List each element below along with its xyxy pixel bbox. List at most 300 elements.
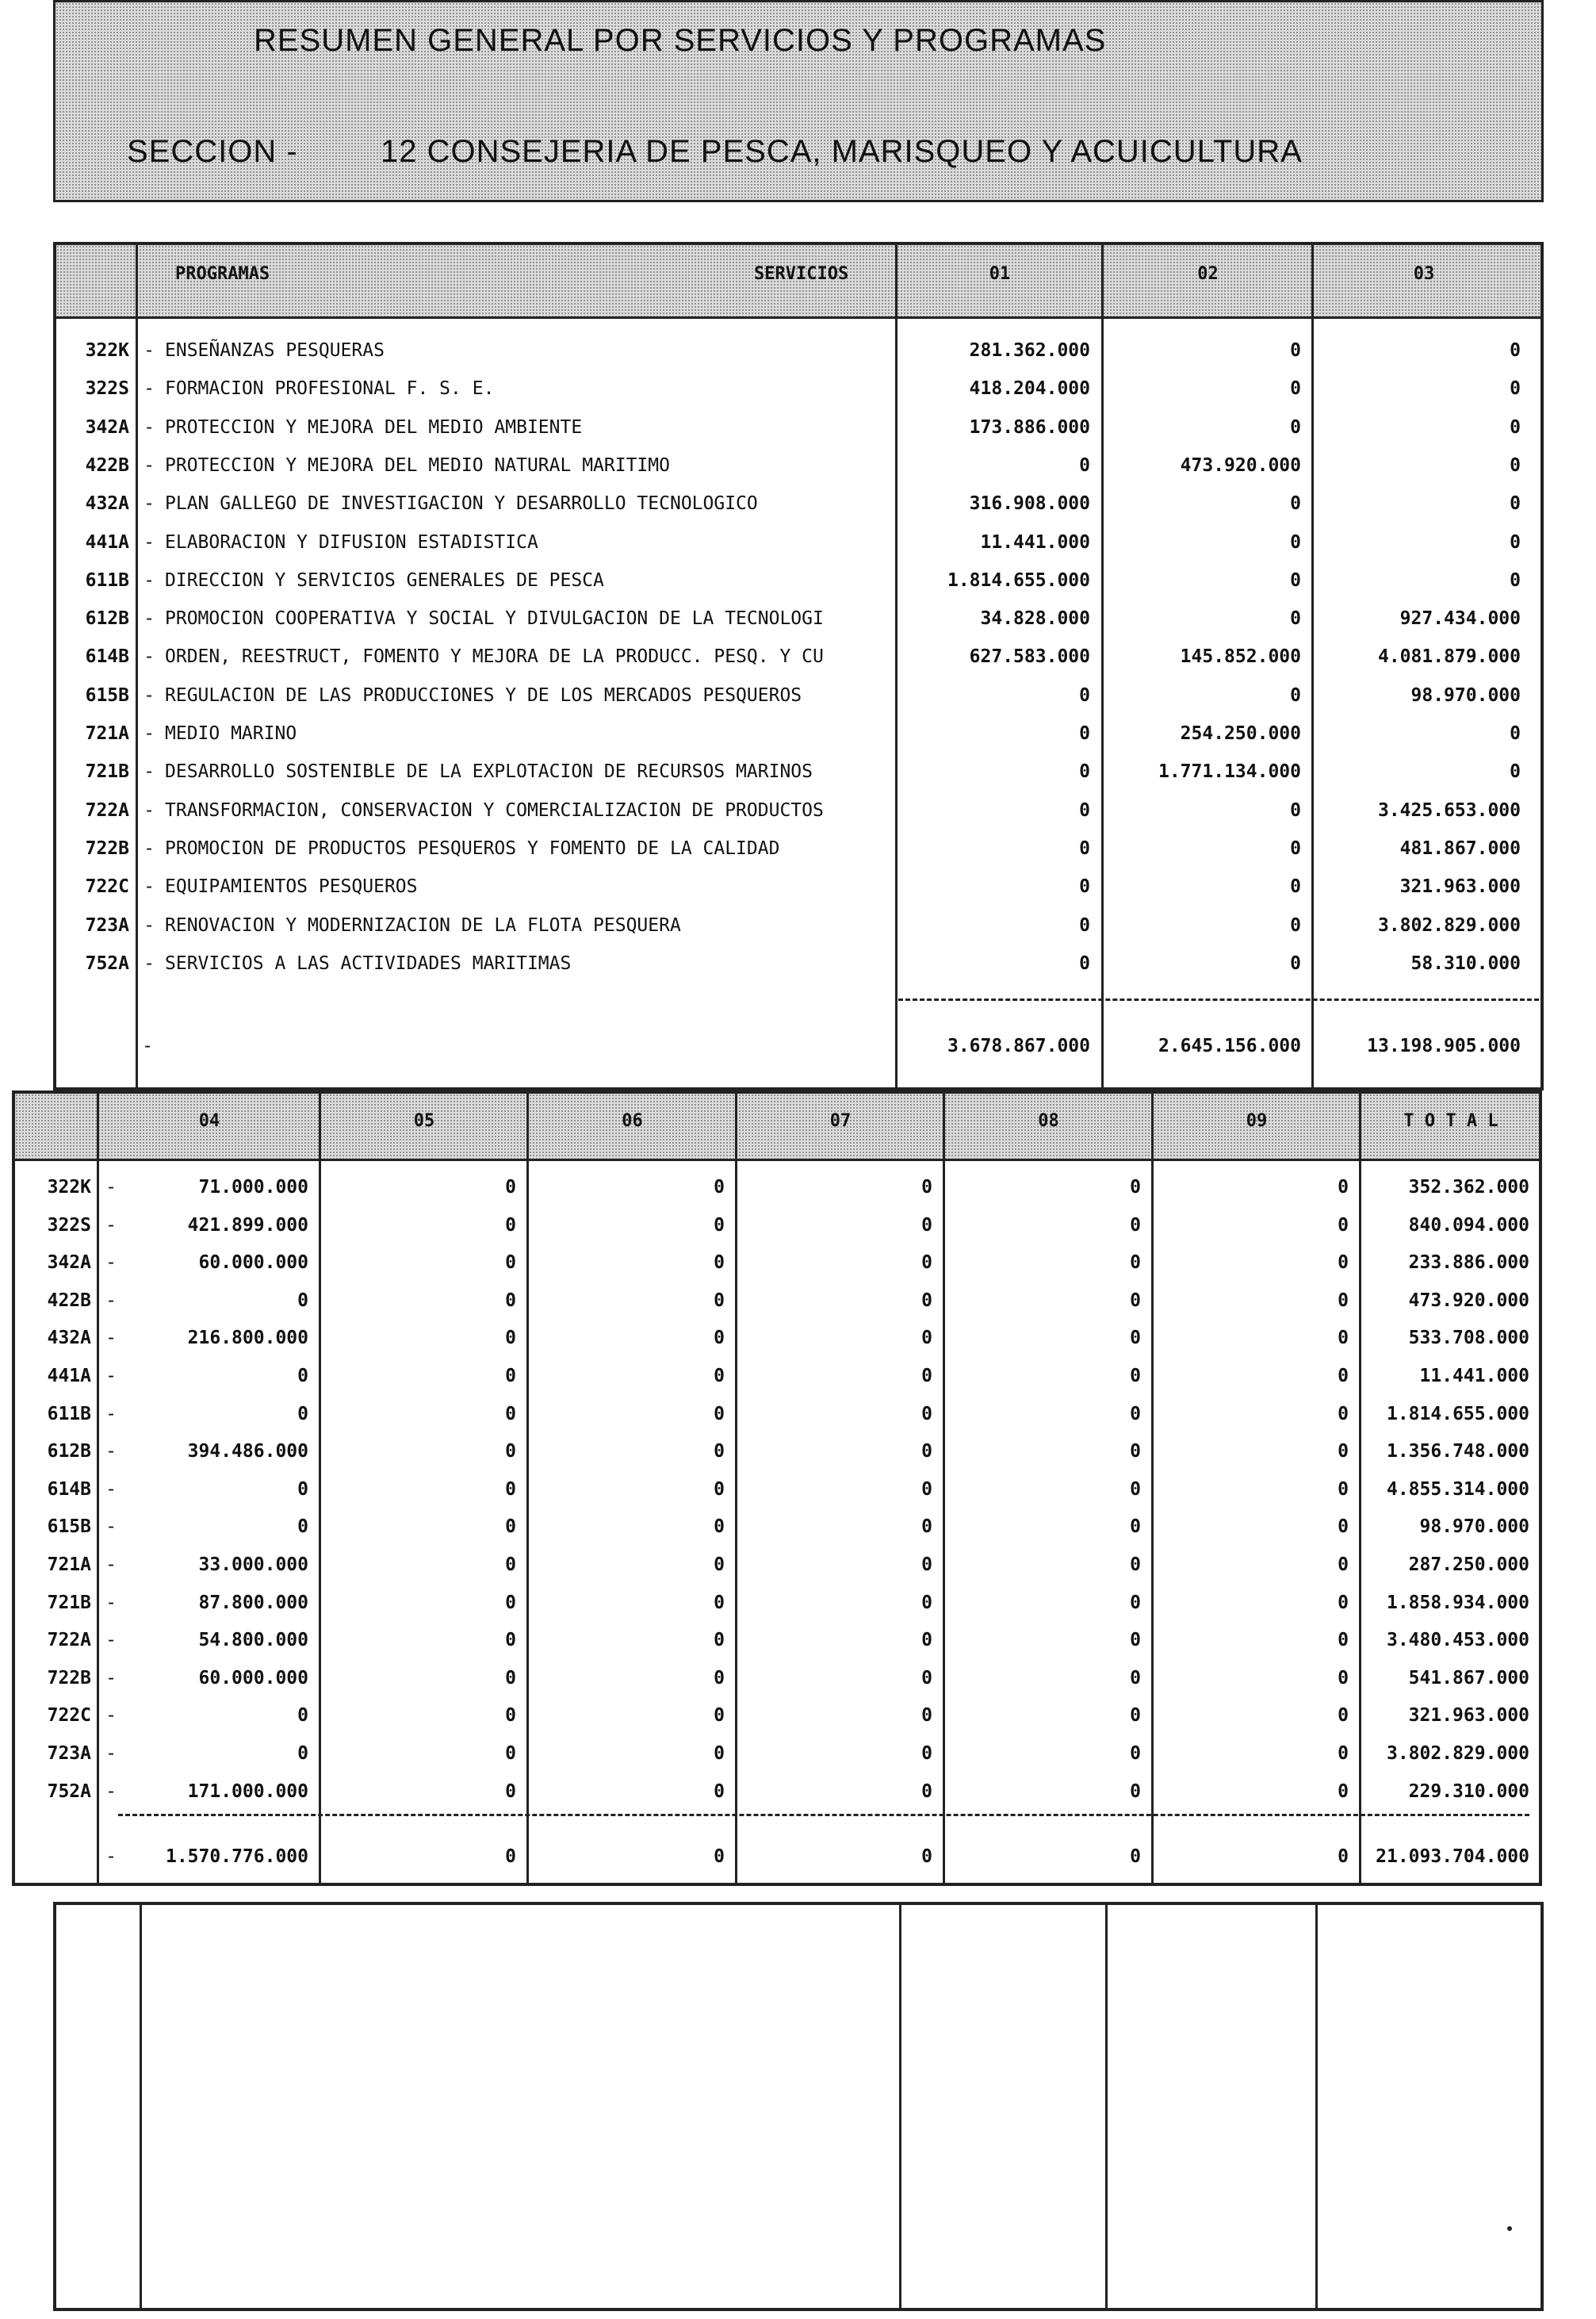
table-row bbox=[15, 1247, 1539, 1278]
row-code: 342A bbox=[85, 416, 129, 438]
row-s09: 0 bbox=[1338, 1290, 1349, 1311]
table-row bbox=[56, 488, 1541, 519]
row-code: 342A bbox=[47, 1252, 91, 1274]
row-total: 352.362.000 bbox=[1408, 1177, 1529, 1198]
row-s07: 0 bbox=[921, 1403, 932, 1424]
row-code: 722A bbox=[47, 1630, 91, 1651]
row-s09: 0 bbox=[1338, 1214, 1349, 1236]
row-description: PROTECCION Y MEJORA DEL MEDIO AMBIENTE bbox=[165, 416, 583, 438]
row-code: 752A bbox=[47, 1780, 91, 1802]
row-code: 615B bbox=[85, 684, 129, 706]
row-description: PROMOCION DE PRODUCTOS PESQUEROS Y FOMENTO DE LA CALIDAD bbox=[165, 838, 780, 859]
row-s07: 0 bbox=[921, 1743, 932, 1764]
row-s08: 0 bbox=[1130, 1403, 1141, 1424]
row-s01: 316.908.000 bbox=[969, 493, 1090, 515]
total-total: 21.093.704.000 bbox=[1376, 1846, 1529, 1867]
row-s09: 0 bbox=[1338, 1441, 1349, 1462]
row-s08: 0 bbox=[1130, 1516, 1141, 1538]
row-s07: 0 bbox=[921, 1667, 932, 1688]
row-description: TRANSFORMACION, CONSERVACION Y COMERCIALIZACION DE PRODUCTOS bbox=[165, 799, 824, 821]
total-separator bbox=[898, 999, 1539, 1001]
row-s02: 0 bbox=[1290, 493, 1301, 515]
row-s04: 0 bbox=[297, 1366, 308, 1386]
row-s02: 0 bbox=[1290, 799, 1301, 821]
row-s06: 0 bbox=[714, 1478, 725, 1500]
row-s04: 394.486.000 bbox=[187, 1441, 308, 1462]
row-total: 3.802.829.000 bbox=[1386, 1743, 1529, 1764]
row-s08: 0 bbox=[1130, 1328, 1141, 1349]
row-total: 473.920.000 bbox=[1408, 1290, 1529, 1311]
row-description: EQUIPAMIENTOS PESQUEROS bbox=[165, 876, 418, 898]
row-dash: - bbox=[144, 684, 155, 706]
row-dash: - bbox=[105, 1592, 117, 1613]
row-description: REGULACION DE LAS PRODUCCIONES Y DE LOS MERCADOS PESQUEROS bbox=[165, 684, 802, 706]
row-s04: 33.000.000 bbox=[198, 1554, 308, 1575]
row-s03: 0 bbox=[1510, 493, 1521, 515]
row-s01: 0 bbox=[1079, 876, 1090, 898]
table-row bbox=[15, 1322, 1539, 1354]
row-s07: 0 bbox=[921, 1592, 932, 1613]
total-s02: 2.645.156.000 bbox=[1158, 1036, 1301, 1056]
row-s08: 0 bbox=[1130, 1478, 1141, 1500]
row-s05: 0 bbox=[505, 1403, 516, 1424]
row-s07: 0 bbox=[921, 1252, 932, 1274]
row-dash: - bbox=[144, 799, 155, 821]
table-row bbox=[15, 1662, 1539, 1694]
total-s09: 0 bbox=[1338, 1846, 1349, 1867]
row-code: 721B bbox=[85, 761, 129, 783]
row-code: 721A bbox=[85, 723, 129, 744]
row-total: 533.708.000 bbox=[1408, 1328, 1529, 1349]
row-description: RENOVACION Y MODERNIZACION DE LA FLOTA PESQUERA bbox=[165, 914, 681, 936]
row-dash: - bbox=[105, 1516, 117, 1538]
row-total: 3.480.453.000 bbox=[1386, 1630, 1529, 1651]
row-s06: 0 bbox=[714, 1667, 725, 1688]
table-row bbox=[56, 871, 1541, 903]
row-dash: - bbox=[144, 340, 155, 361]
header-s05: 05 bbox=[413, 1111, 435, 1131]
row-description: ENSEÑANZAS PESQUERAS bbox=[165, 340, 385, 361]
total-s08: 0 bbox=[1130, 1846, 1141, 1867]
row-dash: - bbox=[105, 1366, 117, 1386]
header-s02: 02 bbox=[1197, 264, 1219, 284]
row-s02: 254.250.000 bbox=[1180, 723, 1301, 744]
row-code: 721A bbox=[47, 1554, 91, 1575]
row-s03: 0 bbox=[1510, 531, 1521, 553]
total-dash: - bbox=[142, 1036, 153, 1056]
header-s03: 03 bbox=[1413, 264, 1435, 284]
row-s05: 0 bbox=[505, 1667, 516, 1688]
row-description: SERVICIOS A LAS ACTIVIDADES MARITIMAS bbox=[165, 953, 572, 974]
row-s09: 0 bbox=[1338, 1630, 1349, 1651]
row-code: 432A bbox=[85, 493, 129, 515]
row-s06: 0 bbox=[714, 1592, 725, 1613]
row-s03: 321.963.000 bbox=[1399, 876, 1521, 898]
table-row bbox=[15, 1435, 1539, 1467]
table-row bbox=[56, 641, 1541, 673]
row-dash: - bbox=[105, 1290, 117, 1311]
row-description: DESARROLLO SOSTENIBLE DE LA EXPLOTACION DE RECURSOS MARINOS bbox=[165, 761, 813, 783]
row-s03: 3.425.653.000 bbox=[1377, 799, 1521, 821]
row-s02: 0 bbox=[1290, 569, 1301, 591]
total-s03: 13.198.905.000 bbox=[1367, 1036, 1521, 1056]
row-s09: 0 bbox=[1338, 1252, 1349, 1274]
row-s05: 0 bbox=[505, 1328, 516, 1349]
row-code: 441A bbox=[47, 1366, 91, 1386]
row-s08: 0 bbox=[1130, 1630, 1141, 1651]
row-s04: 87.800.000 bbox=[198, 1592, 308, 1613]
row-dash: - bbox=[144, 876, 155, 898]
row-s01: 418.204.000 bbox=[969, 378, 1090, 400]
row-s07: 0 bbox=[921, 1630, 932, 1651]
row-s03: 481.867.000 bbox=[1399, 838, 1521, 859]
row-s03: 58.310.000 bbox=[1410, 953, 1521, 974]
row-code: 322K bbox=[85, 340, 129, 361]
row-s01: 1.814.655.000 bbox=[947, 569, 1090, 591]
row-dash: - bbox=[105, 1630, 117, 1651]
row-s05: 0 bbox=[505, 1366, 516, 1386]
row-s01: 0 bbox=[1079, 684, 1090, 706]
row-s04: 0 bbox=[297, 1705, 308, 1727]
row-s08: 0 bbox=[1130, 1743, 1141, 1764]
col-divider bbox=[899, 1905, 901, 2308]
row-s01: 173.886.000 bbox=[969, 416, 1090, 438]
row-s07: 0 bbox=[921, 1780, 932, 1802]
row-s07: 0 bbox=[921, 1516, 932, 1538]
row-s09: 0 bbox=[1338, 1667, 1349, 1688]
row-dash: - bbox=[144, 761, 155, 783]
header-total: T O T A L bbox=[1403, 1111, 1498, 1131]
row-s06: 0 bbox=[714, 1516, 725, 1538]
row-total: 1.814.655.000 bbox=[1386, 1403, 1529, 1424]
row-description: ELABORACION Y DIFUSION ESTADISTICA bbox=[165, 531, 538, 553]
row-s08: 0 bbox=[1130, 1177, 1141, 1198]
row-s03: 0 bbox=[1510, 416, 1521, 438]
row-s07: 0 bbox=[921, 1366, 932, 1386]
header-s07: 07 bbox=[829, 1111, 852, 1131]
row-total: 1.356.748.000 bbox=[1386, 1441, 1529, 1462]
row-description: PROTECCION Y MEJORA DEL MEDIO NATURAL MARITIMO bbox=[165, 454, 670, 476]
table-row bbox=[15, 1776, 1539, 1807]
row-s07: 0 bbox=[921, 1705, 932, 1727]
row-dash: - bbox=[105, 1214, 117, 1236]
row-s06: 0 bbox=[714, 1403, 725, 1424]
row-description: ORDEN, REESTRUCT, FOMENTO Y MEJORA DE LA PRODUCC. PESQ. Y CU bbox=[165, 646, 824, 668]
row-s01: 627.583.000 bbox=[969, 646, 1090, 668]
row-dash: - bbox=[144, 531, 155, 553]
header-servicios: SERVICIOS bbox=[754, 264, 849, 284]
row-code: 721B bbox=[47, 1592, 91, 1613]
row-dash: - bbox=[105, 1328, 117, 1349]
row-code: 614B bbox=[47, 1478, 91, 1500]
row-total: 541.867.000 bbox=[1408, 1667, 1529, 1688]
row-total: 233.886.000 bbox=[1408, 1252, 1529, 1274]
row-s06: 0 bbox=[714, 1743, 725, 1764]
row-dash: - bbox=[105, 1780, 117, 1802]
table-row bbox=[56, 718, 1541, 749]
row-s05: 0 bbox=[505, 1554, 516, 1575]
row-dash: - bbox=[144, 608, 155, 630]
total-separator bbox=[118, 1814, 1529, 1816]
row-s05: 0 bbox=[505, 1290, 516, 1311]
table-row bbox=[56, 565, 1541, 596]
table-row bbox=[56, 450, 1541, 481]
row-s02: 0 bbox=[1290, 340, 1301, 361]
row-s05: 0 bbox=[505, 1516, 516, 1538]
total-s04: 1.570.776.000 bbox=[165, 1846, 308, 1867]
table-row bbox=[15, 1549, 1539, 1581]
col-divider bbox=[1315, 1905, 1318, 2308]
row-code: 322K bbox=[47, 1177, 91, 1198]
table-row bbox=[56, 603, 1541, 634]
row-s06: 0 bbox=[714, 1441, 725, 1462]
row-s02: 0 bbox=[1290, 684, 1301, 706]
row-dash: - bbox=[105, 1177, 117, 1198]
row-s01: 34.828.000 bbox=[980, 608, 1090, 630]
row-s09: 0 bbox=[1338, 1705, 1349, 1727]
row-s02: 0 bbox=[1290, 838, 1301, 859]
ink-speck bbox=[1507, 2226, 1512, 2231]
row-dash: - bbox=[105, 1705, 117, 1727]
row-s02: 473.920.000 bbox=[1180, 454, 1301, 476]
row-s07: 0 bbox=[921, 1290, 932, 1311]
row-total: 11.441.000 bbox=[1419, 1366, 1529, 1386]
row-s09: 0 bbox=[1338, 1780, 1349, 1802]
row-code: 722A bbox=[85, 799, 129, 821]
row-total: 287.250.000 bbox=[1408, 1554, 1529, 1575]
row-code: 614B bbox=[85, 646, 129, 668]
header-s08: 08 bbox=[1038, 1111, 1059, 1131]
row-s01: 0 bbox=[1079, 761, 1090, 783]
col-divider bbox=[140, 1905, 142, 2308]
row-total: 1.858.934.000 bbox=[1386, 1592, 1529, 1613]
row-s05: 0 bbox=[505, 1780, 516, 1802]
col-divider bbox=[1105, 1905, 1108, 2308]
row-code: 611B bbox=[47, 1403, 91, 1424]
row-total: 321.963.000 bbox=[1408, 1705, 1529, 1727]
row-code: 723A bbox=[85, 914, 129, 936]
row-s03: 0 bbox=[1510, 454, 1521, 476]
row-s06: 0 bbox=[714, 1328, 725, 1349]
table-row bbox=[15, 1285, 1539, 1317]
row-s03: 0 bbox=[1510, 761, 1521, 783]
row-s04: 54.800.000 bbox=[198, 1630, 308, 1651]
table1-total-row bbox=[56, 1030, 1541, 1062]
total-s05: 0 bbox=[505, 1846, 516, 1867]
row-code: 722B bbox=[85, 838, 129, 859]
row-s06: 0 bbox=[714, 1366, 725, 1386]
row-s04: 0 bbox=[297, 1478, 308, 1500]
row-dash: - bbox=[105, 1403, 117, 1424]
row-dash: - bbox=[105, 1441, 117, 1462]
row-s02: 0 bbox=[1290, 914, 1301, 936]
row-s05: 0 bbox=[505, 1214, 516, 1236]
row-s05: 0 bbox=[505, 1252, 516, 1274]
row-s04: 0 bbox=[297, 1743, 308, 1764]
empty-table bbox=[53, 1902, 1544, 2311]
total-dash: - bbox=[105, 1846, 117, 1867]
row-s07: 0 bbox=[921, 1478, 932, 1500]
row-s06: 0 bbox=[714, 1177, 725, 1198]
row-s08: 0 bbox=[1130, 1554, 1141, 1575]
row-s06: 0 bbox=[714, 1705, 725, 1727]
header-s06: 06 bbox=[622, 1111, 643, 1131]
total-s07: 0 bbox=[921, 1846, 932, 1867]
table-row bbox=[56, 795, 1541, 826]
table-row bbox=[15, 1360, 1539, 1392]
table-row bbox=[56, 335, 1541, 366]
row-s01: 11.441.000 bbox=[980, 531, 1090, 553]
row-code: 422B bbox=[85, 454, 129, 476]
table-row bbox=[15, 1398, 1539, 1430]
row-s02: 145.852.000 bbox=[1180, 646, 1301, 668]
row-s08: 0 bbox=[1130, 1252, 1141, 1274]
table-row bbox=[15, 1511, 1539, 1543]
row-s07: 0 bbox=[921, 1554, 932, 1575]
table-row bbox=[56, 833, 1541, 864]
page-title: RESUMEN GENERAL POR SERVICIOS Y PROGRAMAS bbox=[254, 23, 1107, 58]
row-s05: 0 bbox=[505, 1441, 516, 1462]
row-s05: 0 bbox=[505, 1630, 516, 1651]
row-s04: 171.000.000 bbox=[187, 1780, 308, 1802]
row-dash: - bbox=[144, 838, 155, 859]
row-description: FORMACION PROFESIONAL F. S. E. bbox=[165, 378, 495, 400]
row-total: 229.310.000 bbox=[1408, 1780, 1529, 1802]
row-s03: 0 bbox=[1510, 378, 1521, 400]
row-s06: 0 bbox=[714, 1252, 725, 1274]
row-code: 722B bbox=[47, 1667, 91, 1688]
row-s01: 0 bbox=[1079, 838, 1090, 859]
row-s03: 98.970.000 bbox=[1410, 684, 1521, 706]
row-code: 615B bbox=[47, 1516, 91, 1538]
row-s04: 0 bbox=[297, 1403, 308, 1424]
row-s06: 0 bbox=[714, 1214, 725, 1236]
row-s05: 0 bbox=[505, 1478, 516, 1500]
row-s07: 0 bbox=[921, 1214, 932, 1236]
row-s08: 0 bbox=[1130, 1366, 1141, 1386]
row-s06: 0 bbox=[714, 1630, 725, 1651]
row-s06: 0 bbox=[714, 1290, 725, 1311]
header-programas: PROGRAMAS bbox=[175, 264, 270, 284]
table-row bbox=[15, 1474, 1539, 1505]
row-s03: 4.081.879.000 bbox=[1377, 646, 1521, 668]
row-code: 422B bbox=[47, 1290, 91, 1311]
row-s08: 0 bbox=[1130, 1214, 1141, 1236]
services-table-01-03 bbox=[53, 242, 1544, 1091]
row-s01: 0 bbox=[1079, 799, 1090, 821]
header-box bbox=[53, 0, 1544, 202]
row-s08: 0 bbox=[1130, 1441, 1141, 1462]
row-s02: 0 bbox=[1290, 531, 1301, 553]
row-s02: 0 bbox=[1290, 953, 1301, 974]
row-s01: 0 bbox=[1079, 454, 1090, 476]
table-row bbox=[56, 910, 1541, 941]
row-total: 840.094.000 bbox=[1408, 1214, 1529, 1236]
table-row bbox=[56, 948, 1541, 979]
row-s04: 421.899.000 bbox=[187, 1214, 308, 1236]
row-s09: 0 bbox=[1338, 1478, 1349, 1500]
row-total: 4.855.314.000 bbox=[1386, 1478, 1529, 1500]
row-code: 611B bbox=[85, 569, 129, 591]
row-s02: 0 bbox=[1290, 608, 1301, 630]
table-row bbox=[56, 680, 1541, 711]
row-s09: 0 bbox=[1338, 1328, 1349, 1349]
row-dash: - bbox=[144, 454, 155, 476]
row-s02: 1.771.134.000 bbox=[1158, 761, 1301, 783]
table-row bbox=[15, 1624, 1539, 1656]
row-code: 441A bbox=[85, 531, 129, 553]
row-s03: 3.802.829.000 bbox=[1377, 914, 1521, 936]
row-code: 432A bbox=[47, 1328, 91, 1349]
table-row bbox=[56, 756, 1541, 788]
header-s09: 09 bbox=[1246, 1111, 1268, 1131]
row-total: 98.970.000 bbox=[1419, 1516, 1529, 1538]
row-dash: - bbox=[144, 646, 155, 668]
row-dash: - bbox=[105, 1554, 117, 1575]
row-dash: - bbox=[144, 378, 155, 400]
row-s03: 927.434.000 bbox=[1399, 608, 1521, 630]
table-row bbox=[15, 1209, 1539, 1241]
row-s06: 0 bbox=[714, 1554, 725, 1575]
row-s04: 60.000.000 bbox=[198, 1667, 308, 1688]
row-s09: 0 bbox=[1338, 1554, 1349, 1575]
row-s09: 0 bbox=[1338, 1403, 1349, 1424]
header-s04: 04 bbox=[198, 1111, 220, 1131]
table2-total-row bbox=[15, 1841, 1539, 1872]
total-s01: 3.678.867.000 bbox=[947, 1036, 1090, 1056]
table2-header-band bbox=[15, 1094, 1539, 1161]
row-dash: - bbox=[105, 1743, 117, 1764]
row-s05: 0 bbox=[505, 1705, 516, 1727]
table-row bbox=[15, 1587, 1539, 1619]
row-description: PLAN GALLEGO DE INVESTIGACION Y DESARROLLO TECNOLOGICO bbox=[165, 493, 758, 515]
row-dash: - bbox=[144, 493, 155, 515]
row-s02: 0 bbox=[1290, 876, 1301, 898]
row-s03: 0 bbox=[1510, 723, 1521, 744]
row-code: 612B bbox=[47, 1441, 91, 1462]
row-code: 322S bbox=[47, 1214, 91, 1236]
row-s01: 0 bbox=[1079, 914, 1090, 936]
row-s09: 0 bbox=[1338, 1177, 1349, 1198]
row-s04: 0 bbox=[297, 1290, 308, 1311]
row-code: 723A bbox=[47, 1743, 91, 1764]
row-s04: 71.000.000 bbox=[198, 1177, 308, 1198]
table1-header-band bbox=[56, 245, 1541, 319]
row-s05: 0 bbox=[505, 1177, 516, 1198]
row-s01: 281.362.000 bbox=[969, 340, 1090, 361]
table-row bbox=[15, 1171, 1539, 1203]
row-s07: 0 bbox=[921, 1441, 932, 1462]
row-s08: 0 bbox=[1130, 1592, 1141, 1613]
row-description: PROMOCION COOPERATIVA Y SOCIAL Y DIVULGACION DE LA TECNOLOGI bbox=[165, 608, 824, 630]
row-code: 752A bbox=[85, 953, 129, 974]
row-dash: - bbox=[105, 1478, 117, 1500]
row-s08: 0 bbox=[1130, 1290, 1141, 1311]
table-row bbox=[15, 1738, 1539, 1769]
row-s07: 0 bbox=[921, 1177, 932, 1198]
row-s09: 0 bbox=[1338, 1743, 1349, 1764]
row-s09: 0 bbox=[1338, 1366, 1349, 1386]
row-s09: 0 bbox=[1338, 1516, 1349, 1538]
section-label: SECCION - bbox=[127, 134, 298, 169]
row-description: DIRECCION Y SERVICIOS GENERALES DE PESCA bbox=[165, 569, 604, 591]
row-s08: 0 bbox=[1130, 1780, 1141, 1802]
row-code: 612B bbox=[85, 608, 129, 630]
row-code: 722C bbox=[85, 876, 129, 898]
row-s07: 0 bbox=[921, 1328, 932, 1349]
table-row bbox=[56, 412, 1541, 443]
row-dash: - bbox=[144, 569, 155, 591]
